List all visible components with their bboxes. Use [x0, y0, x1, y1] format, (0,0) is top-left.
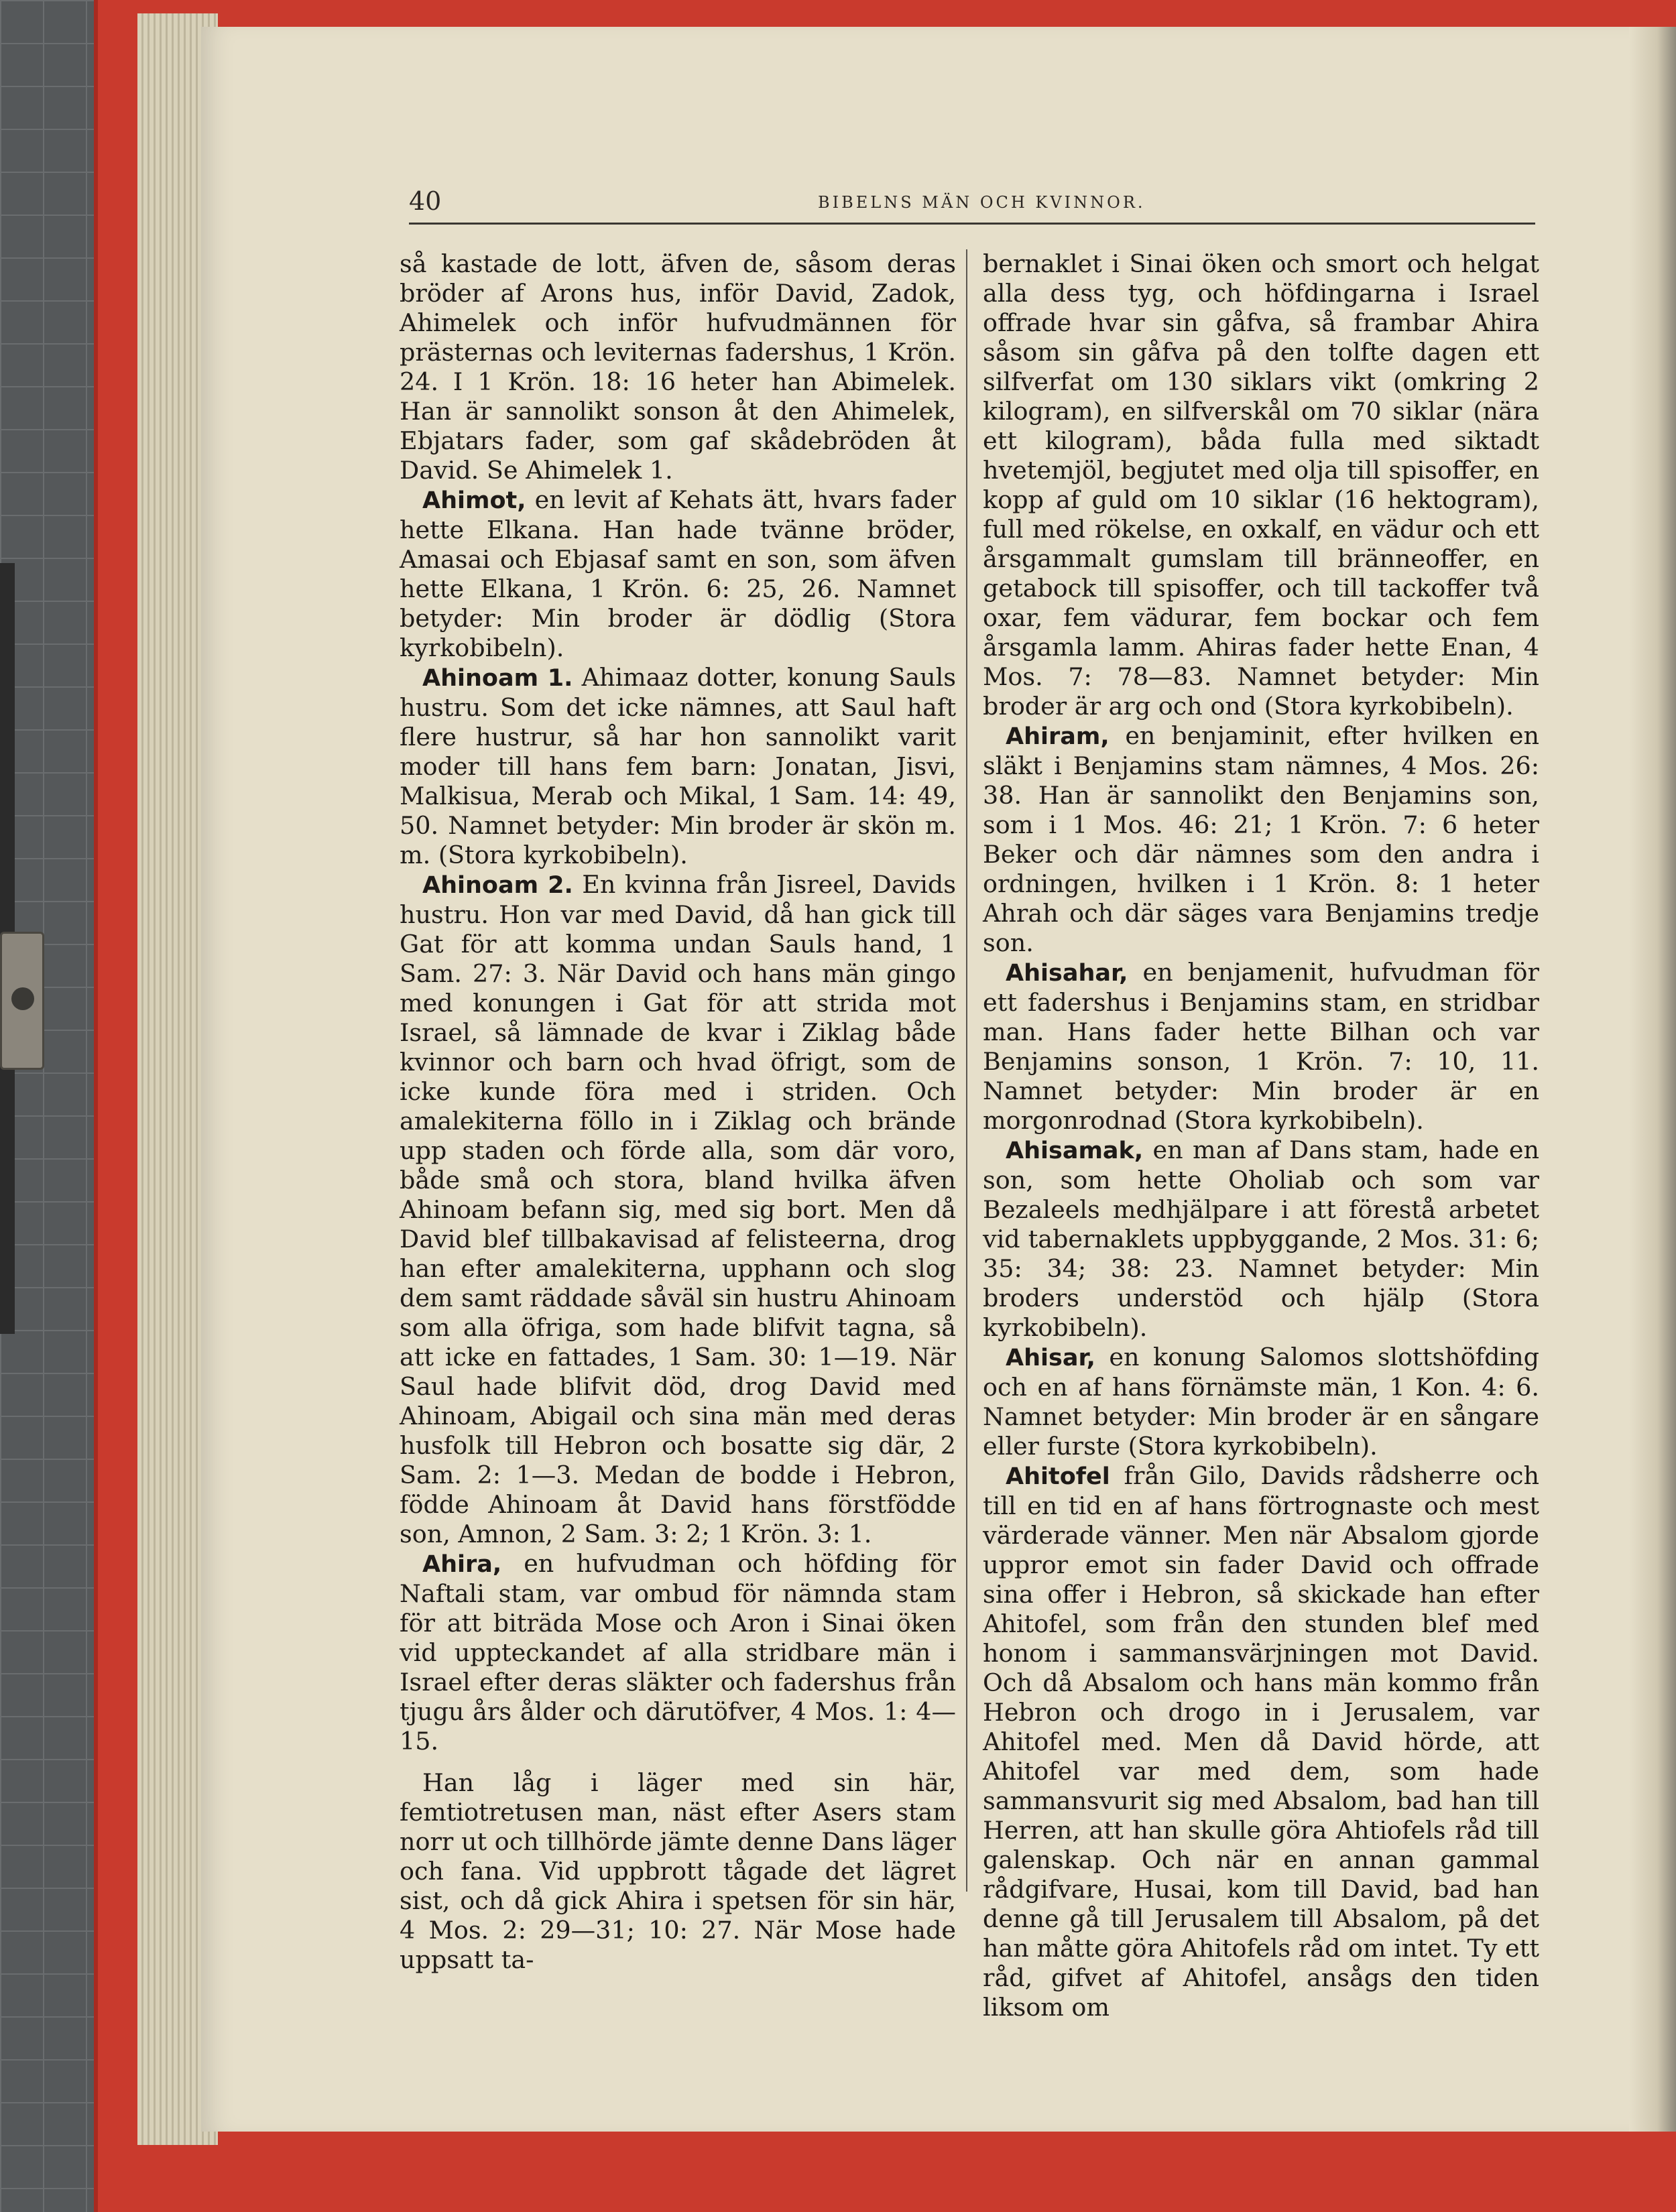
entry-ahitofel [983, 1461, 1539, 2022]
entry-paragraph [983, 249, 1539, 721]
entry-ahinoam-1 [400, 663, 956, 870]
left-column [400, 249, 956, 1975]
entry-ahiram [983, 721, 1539, 958]
entry-headword: Ahitofel [1006, 1463, 1110, 1490]
right-column [983, 249, 1539, 2022]
entry-headword: Ahimot, [422, 487, 526, 514]
entry-headword: Ahiram, [1006, 723, 1110, 750]
page-header [409, 182, 1535, 225]
running-title: BIBELNS MÄN OCH KVINNOR. [818, 193, 1146, 212]
page-number: 40 [409, 186, 442, 216]
clip-screw [11, 987, 34, 1010]
entry-headword: Ahira, [422, 1551, 502, 1578]
entry-ahinoam-2 [400, 870, 956, 1549]
entry-headword: Ahinoam 2. [422, 872, 573, 899]
entry-text: Han låg i läger med sin här, femtiotretusen man, näst efter Asers stam norr ut och tillhörde jämte denne Dans läger och fana. Vid uppbrott tågade det lägret sist, och då gick Ahira i spetsen för sin här, 4 Mos. 2: 29—31; 10: 27. När Mose hade uppsatt ta- [400, 1768, 956, 1974]
entry-text: En kvinna från Jisreel, Davids hustru. Hon var med David, då han gick till Gat för att komma undan Sauls hand, 1 Sam. 27: 3. När David och hans män gingo med konungen i Gat för att strida mot Israel, så lämnade de kvar i Ziklag både kvinnor och barn och hvad öfrigt, som de icke kunde föra med i striden. Och amalekiterna föllo in i Ziklag och brände upp staden och förde alla, som där voro, både små och stora, bland hvilka äfven Ahinoam befann sig, med sig bort. Men då David blef tillbakavisad af felisteerna, drog han efter amalekiterna, upphann och slog dem samt räddade såväl sin hustru Ahinoam som alla öfriga, som hade blifvit tagna, så att icke en fattades, 1 Sam. 30: 1—19. När Saul hade blifvit död, drog David med Ahinoam, Abigail och sina män med deras husfolk till Hebron och bosatte sig där, 2 Sam. 2: 1—3. Medan de bodde i Hebron, födde Ahinoam åt David hans förstfödde son, Amnon, 2 Sam. 3: 2; 1 Krön. 3: 1. [400, 870, 956, 1548]
entry-ahimot [400, 485, 956, 663]
entry-headword: Ahinoam 1. [422, 665, 573, 692]
entry-text: så kastade de lott, äfven de, såsom deras bröder af Arons hus, inför David, Zadok, Ahimelek och inför hufvudmännen för prästernas och leviternas fadershus, 1 Krön. 24. I 1 Krön. 18: 16 heter han Abimelek. Han är sannolikt sonson åt den Ahimelek, Ebjatars fader, som gaf skådebröden åt David. Se Ahimelek 1. [400, 249, 956, 485]
entry-text: en man af Dans stam, hade en son, som hette Oholiab och som var Bezaleels medhjälpare i att förestå arbetet vid tabernaklets uppbyggande, 2 Mos. 31: 6; 35: 34; 38: 23. Namnet betyder: Min broders understöd och hjälp (Stora kyrkobibeln). [983, 1135, 1539, 1342]
entry-ahira [400, 1549, 956, 1756]
entry-text: bernaklet i Sinai öken och smort och helgat alla dess tyg, och höfdingarna i Israel offrade hvar sin gåfva, så frambar Ahira såsom sin gåfva på den tolfte dagen ett silfverfat om 130 siklars vikt (omkring 2 kilogram), en silfverskål om 70 siklar (nära ett kilogram), båda fulla med siktadt hvetemjöl, begjutet med olja till spisoffer, en kopp af guld om 10 siklar (16 hektogram), full med rökelse, en oxkalf, en vädur och ett årsgammalt gumslam till bränneoffer, en getabock till spisoffer, och till tackoffer två oxar, fem vädurar, fem bockar och fem årsgamla lamm. Ahiras fader hette Enan, 4 Mos. 7: 78—83. Namnet betyder: Min broder är arg och ond (Stora kyrkobibeln). [983, 249, 1539, 721]
column-divider [966, 249, 967, 1892]
entry-paragraph [400, 249, 956, 485]
entry-text: från Gilo, Davids rådsherre och till en tid en af hans förtrognaste och mest värderade vänner. Men när Absalom gjorde uppror emot sin fader David och offrade sina offer i Hebron, så skickade han efter Ahitofel, som från den stunden blef med honom i sammansvärjningen mot David. Och då Absalom och hans män kommo från Hebron och drogo in i Jerusalem, var Ahitofel med. Men då David hörde, att Ahitofel var med dem, som hade sammansvurit sig med Absalom, bad han till Herren, att han skulle göra Ahtiofels råd till galenskap. Och när en annan gammal rådgifvare, Husai, kom till David, bad han denne gå till Jerusalem till Absalom, på det han måtte göra Ahitofels råd om intet. Ty ett råd, gifvet af Ahitofel, ansågs den tiden liksom om [983, 1461, 1540, 2022]
entry-text: en benjamenit, hufvudman för ett fadershus i Benjamins stam, en stridbar man. Hans fader hette Bilhan och var Benjamins sonson, 1 Krön. 7: 10, 11. Namnet betyder: Min broder är en morgonrodnad (Stora kyrkobibeln). [983, 958, 1539, 1135]
entry-text: en konung Salomos slottshöfding och en af hans förnämste män, 1 Kon. 4: 6. Namnet betyder: Min broder är en sångare eller furste (Stora kyrkobibeln). [983, 1343, 1539, 1461]
entry-paragraph [400, 1768, 956, 1975]
entry-headword: Ahisamak, [1006, 1138, 1144, 1164]
entry-headword: Ahisahar, [1006, 960, 1128, 987]
entry-text: en benjaminit, efter hvilken en släkt i Benjamins stam nämnes, 4 Mos. 26: 38. Han är sannolikt den Benjamins son, som i 1 Mos. 46: 21; 1 Krön. 7: 6 heter Beker och där nämnes som den andra i ordningen, hvilken i 1 Krön. 8: 1 heter Ahrah och där säges vara Benjamins tredje son. [983, 721, 1539, 957]
entry-text: en hufvudman och höfding för Naftali stam, var ombud för nämnda stam för att biträda Mose och Aron i Sinai öken vid uppteckandet af alla stridbare män i Israel efter deras släkter och fadershus från tjugu års ålder och därutöfver, 4 Mos. 1: 4—15. [400, 1549, 956, 1756]
entry-ahisahar [983, 958, 1539, 1135]
entry-text: Ahimaaz dotter, konung Sauls hustru. Som det icke nämnes, att Saul haft flere hustrur, så har hon sannolikt varit moder till hans fem barn: Jonatan, Jisvi, Malkisua, Merab och Mikal, 1 Sam. 14: 49, 50. Namnet betyder: Min broder är skön m. m. (Stora kyrkobibeln). [400, 663, 956, 869]
entry-text: en levit af Kehats ätt, hvars fader hette Elkana. Han hade tvänne bröder, Amasai och Ebjasaf samt en son, som äfven hette Elkana, 1 Krön. 6: 25, 26. Namnet betyder: Min broder är dödlig (Stora kyrkobibeln). [400, 485, 956, 662]
entry-ahisar [983, 1343, 1539, 1461]
page-gutter [1629, 27, 1676, 2132]
entry-headword: Ahisar, [1006, 1345, 1095, 1371]
scanner-clip [0, 932, 44, 1070]
entry-ahisamak [983, 1135, 1539, 1343]
